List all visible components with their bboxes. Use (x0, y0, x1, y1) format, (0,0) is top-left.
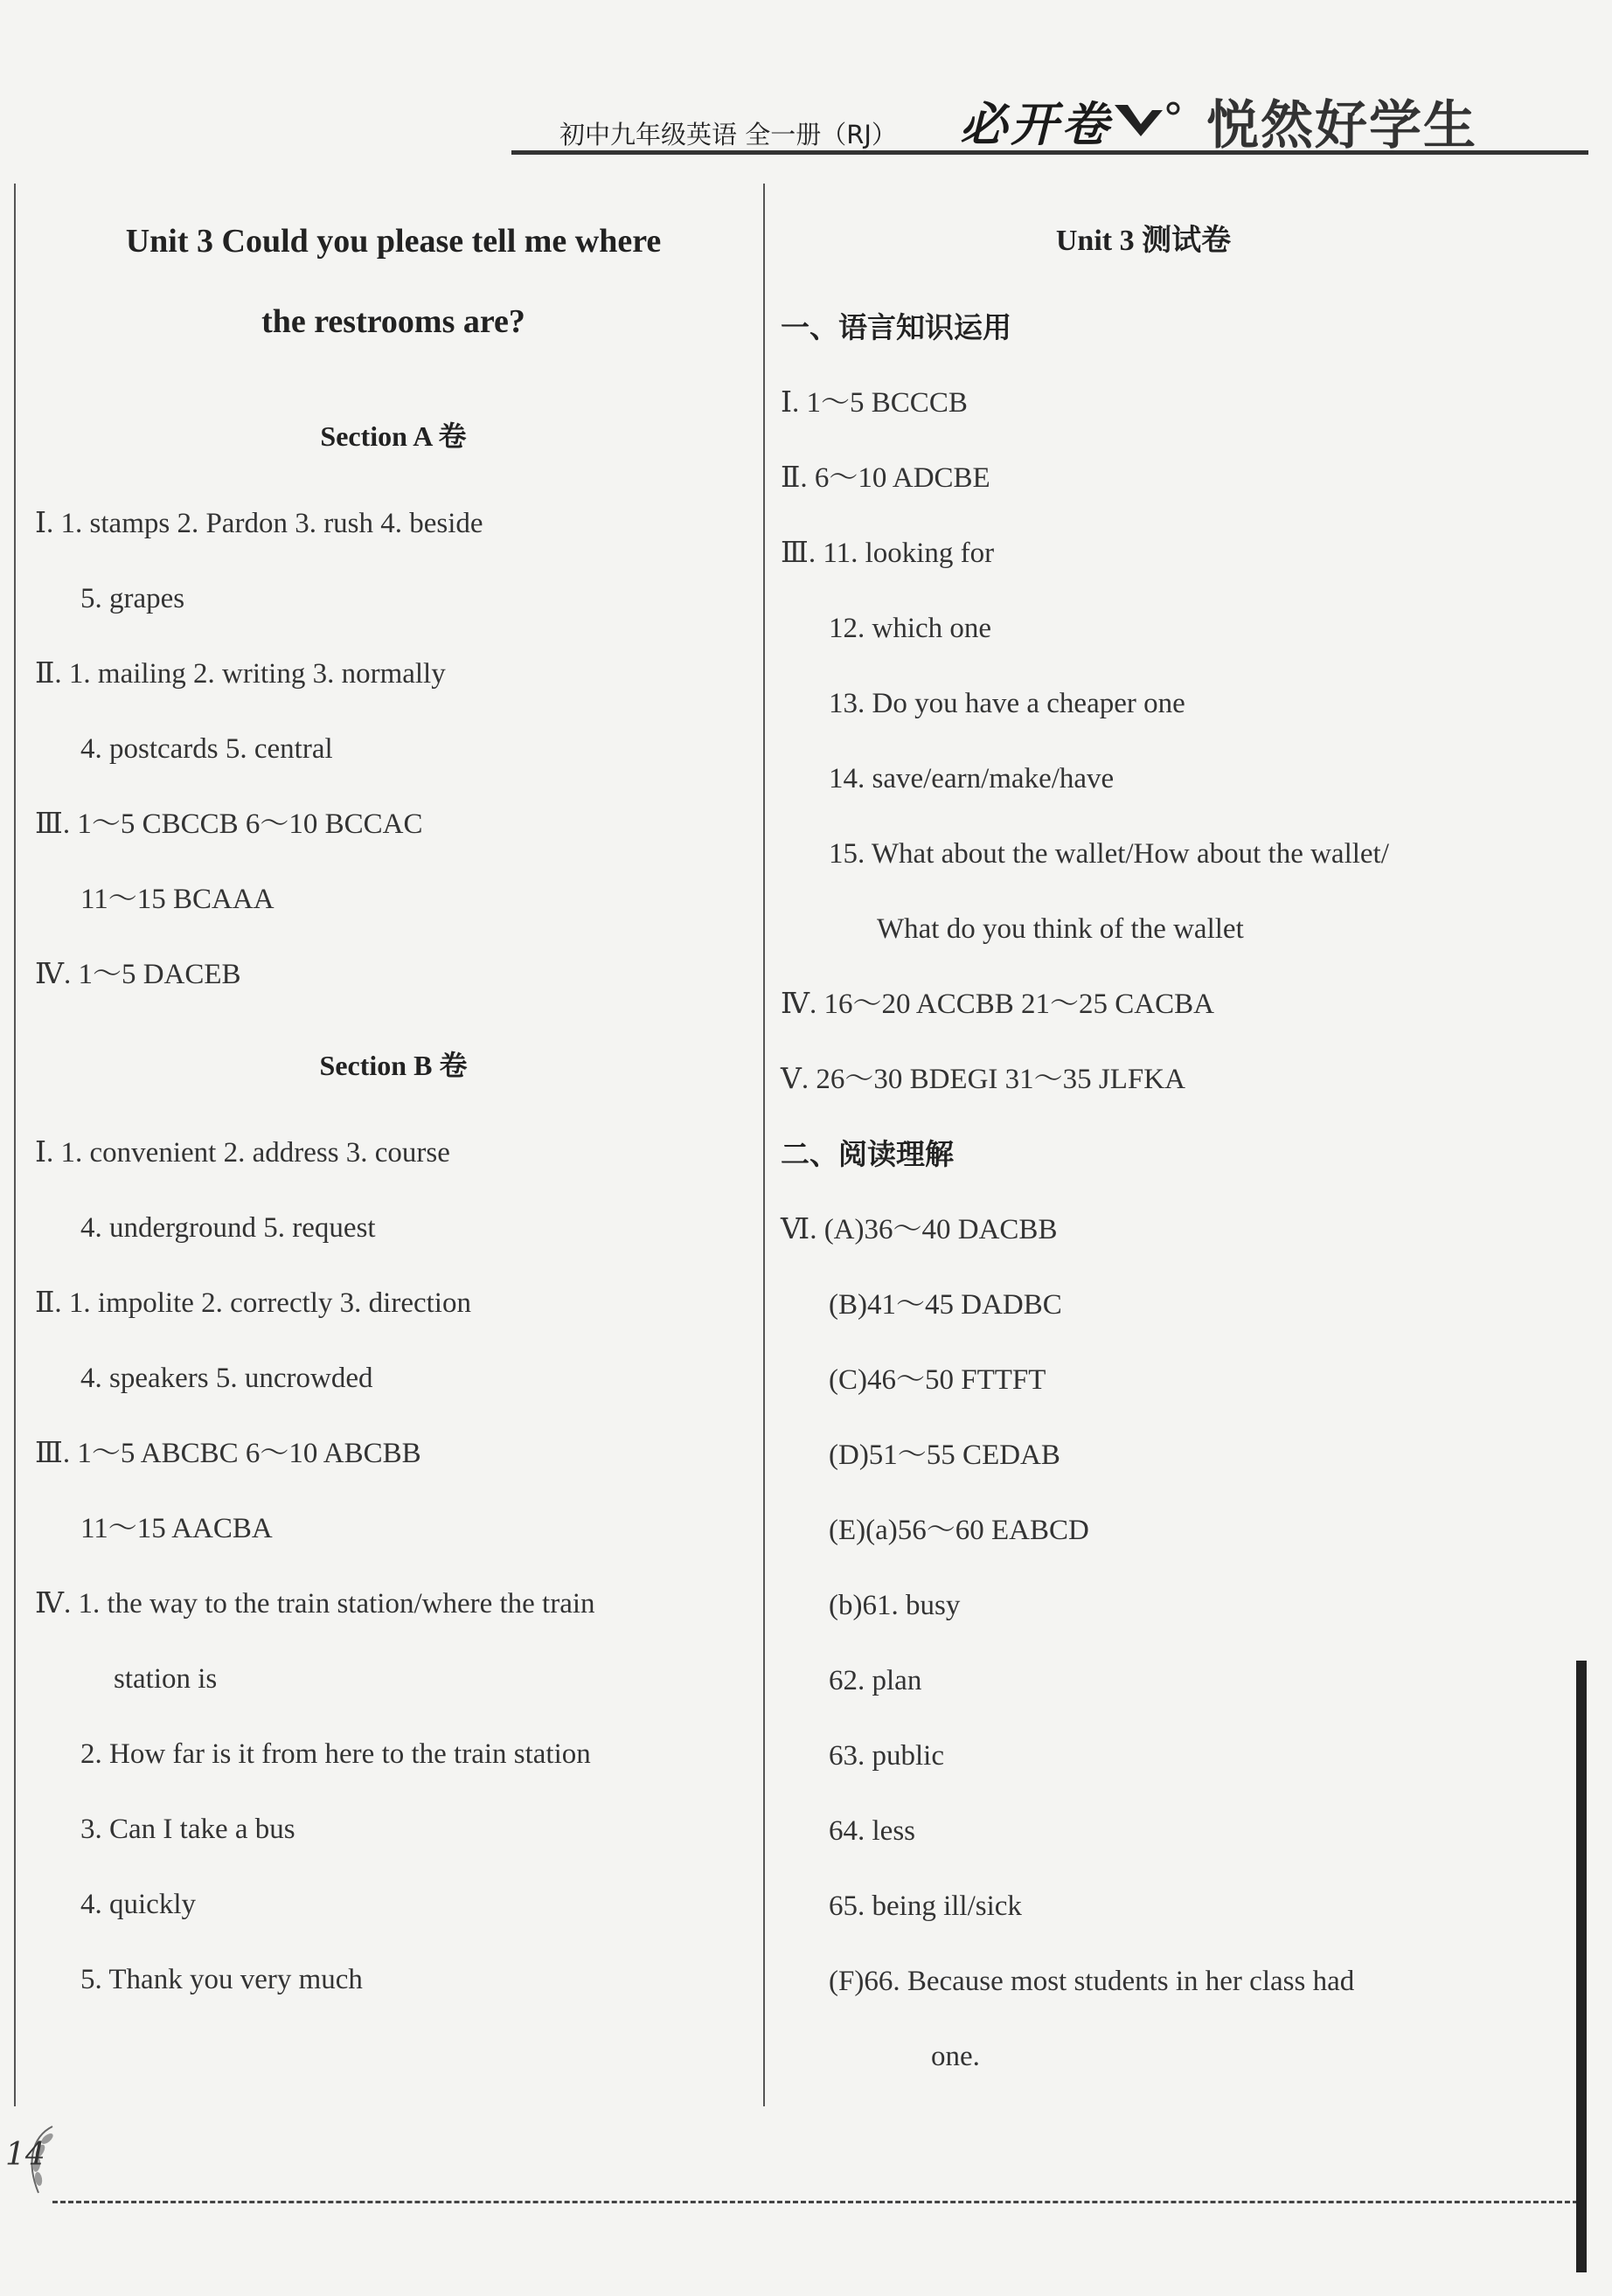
answer-line: (E)(a)56～60 EABCD (829, 1515, 1089, 1546)
section-a-answers (35, 486, 752, 1012)
answer-line: 14. save/earn/make/have (829, 763, 1115, 794)
answer-line: 4. quickly (80, 1889, 196, 1920)
answer-line: 13. Do you have a cheaper one (829, 688, 1185, 719)
left-border-line (14, 184, 16, 2106)
answer-line: 63. public (829, 1740, 944, 1772)
answer-line: 11～15 AACBA (80, 1513, 273, 1544)
column-divider (763, 184, 765, 2106)
section-a-heading: Section A 卷 (320, 420, 467, 452)
answer-line: 5. Thank you very much (80, 1964, 363, 1995)
answer-line: Ⅳ. 16～20 ACCBB 21～25 CACBA (781, 988, 1214, 1020)
part1-heading: 一、语言知识运用 (781, 310, 1011, 344)
answer-line: Ⅵ. (A)36～40 DACBB (781, 1214, 1058, 1245)
answer-line: Ⅱ. 1. impolite 2. correctly 3. direction (35, 1287, 471, 1319)
answer-line: Ⅰ. 1. stamps 2. Pardon 3. rush 4. beside (35, 508, 483, 539)
page-edge-shadow (1576, 1661, 1587, 2272)
answer-line: Ⅲ. 1～5 CBCCB 6～10 BCCAC (35, 808, 423, 840)
answer-line: 65. being ill/sick (829, 1890, 1022, 1922)
answer-line: 62. plan (829, 1665, 922, 1696)
answer-line: Ⅳ. 1～5 DACEB (35, 959, 241, 990)
answer-line: Ⅲ. 1～5 ABCBC 6～10 ABCBB (35, 1438, 421, 1469)
answer-line: 11～15 BCAAA (80, 884, 274, 915)
test-title: Unit 3 测试卷 (1055, 225, 1232, 257)
answer-line: Ⅳ. 1. the way to the train station/where the train (35, 1588, 595, 1620)
answer-line: What do you think of the wallet (877, 913, 1244, 945)
part2-heading: 二、阅读理解 (781, 1137, 954, 1171)
answer-line: (B)41～45 DADBC (829, 1289, 1062, 1321)
answer-line: Ⅲ. 11. looking for (781, 538, 995, 569)
part2-answers (781, 1192, 1506, 2094)
header-rule (511, 150, 1588, 155)
right-column (781, 201, 1506, 2094)
bottom-dashed-rule (52, 2201, 1578, 2203)
brand-name: 必开卷 (960, 96, 1112, 152)
answer-line: Ⅴ. 26～30 BDEGI 31～35 JLFKA (781, 1064, 1185, 1095)
section-b-heading: Section B 卷 (319, 1050, 468, 1081)
page-number: 14 (5, 2137, 45, 2173)
brand-slogan: 悦然好学生 (1206, 95, 1477, 156)
answer-line: 64. less (829, 1815, 915, 1847)
part1-answers (781, 365, 1506, 1117)
answer-line: (D)51～55 CEDAB (829, 1439, 1060, 1471)
answer-line: 4. speakers 5. uncrowded (80, 1363, 373, 1394)
answer-line: (b)61. busy (829, 1590, 961, 1621)
answer-line: one. (931, 2041, 980, 2072)
answer-line: 3. Can I take a bus (80, 1814, 295, 1845)
answer-line: 5. grapes (80, 583, 185, 614)
answer-line: Ⅱ. 6～10 ADCBE (781, 462, 990, 494)
answer-line: (F)66. Because most students in her class had (829, 1966, 1355, 1997)
answer-line: 12. which one (829, 613, 992, 644)
answer-line: station is (114, 1663, 218, 1695)
answer-line: Ⅱ. 1. mailing 2. writing 3. normally (35, 658, 446, 690)
unit-title-line2: the restrooms are? (261, 303, 525, 340)
answer-line: (C)46～50 FTTFT (829, 1364, 1046, 1396)
answer-line: 4. underground 5. request (80, 1212, 376, 1244)
brand-logo-icon (1110, 94, 1215, 147)
section-b-answers (35, 1115, 752, 2017)
answer-line: Ⅰ. 1. convenient 2. address 3. course (35, 1137, 450, 1169)
book-subtitle: 初中九年级英语 全一册（RJ） (559, 120, 897, 149)
answer-line: 15. What about the wallet/How about the wallet/ (829, 838, 1389, 870)
left-column (35, 201, 752, 2017)
answer-line: 2. How far is it from here to the train station (80, 1738, 591, 1770)
answer-line: Ⅰ. 1～5 BCCCB (781, 387, 968, 419)
answer-line: 4. postcards 5. central (80, 733, 333, 765)
unit-title-line1: Unit 3 Could you please tell me where (125, 223, 662, 260)
